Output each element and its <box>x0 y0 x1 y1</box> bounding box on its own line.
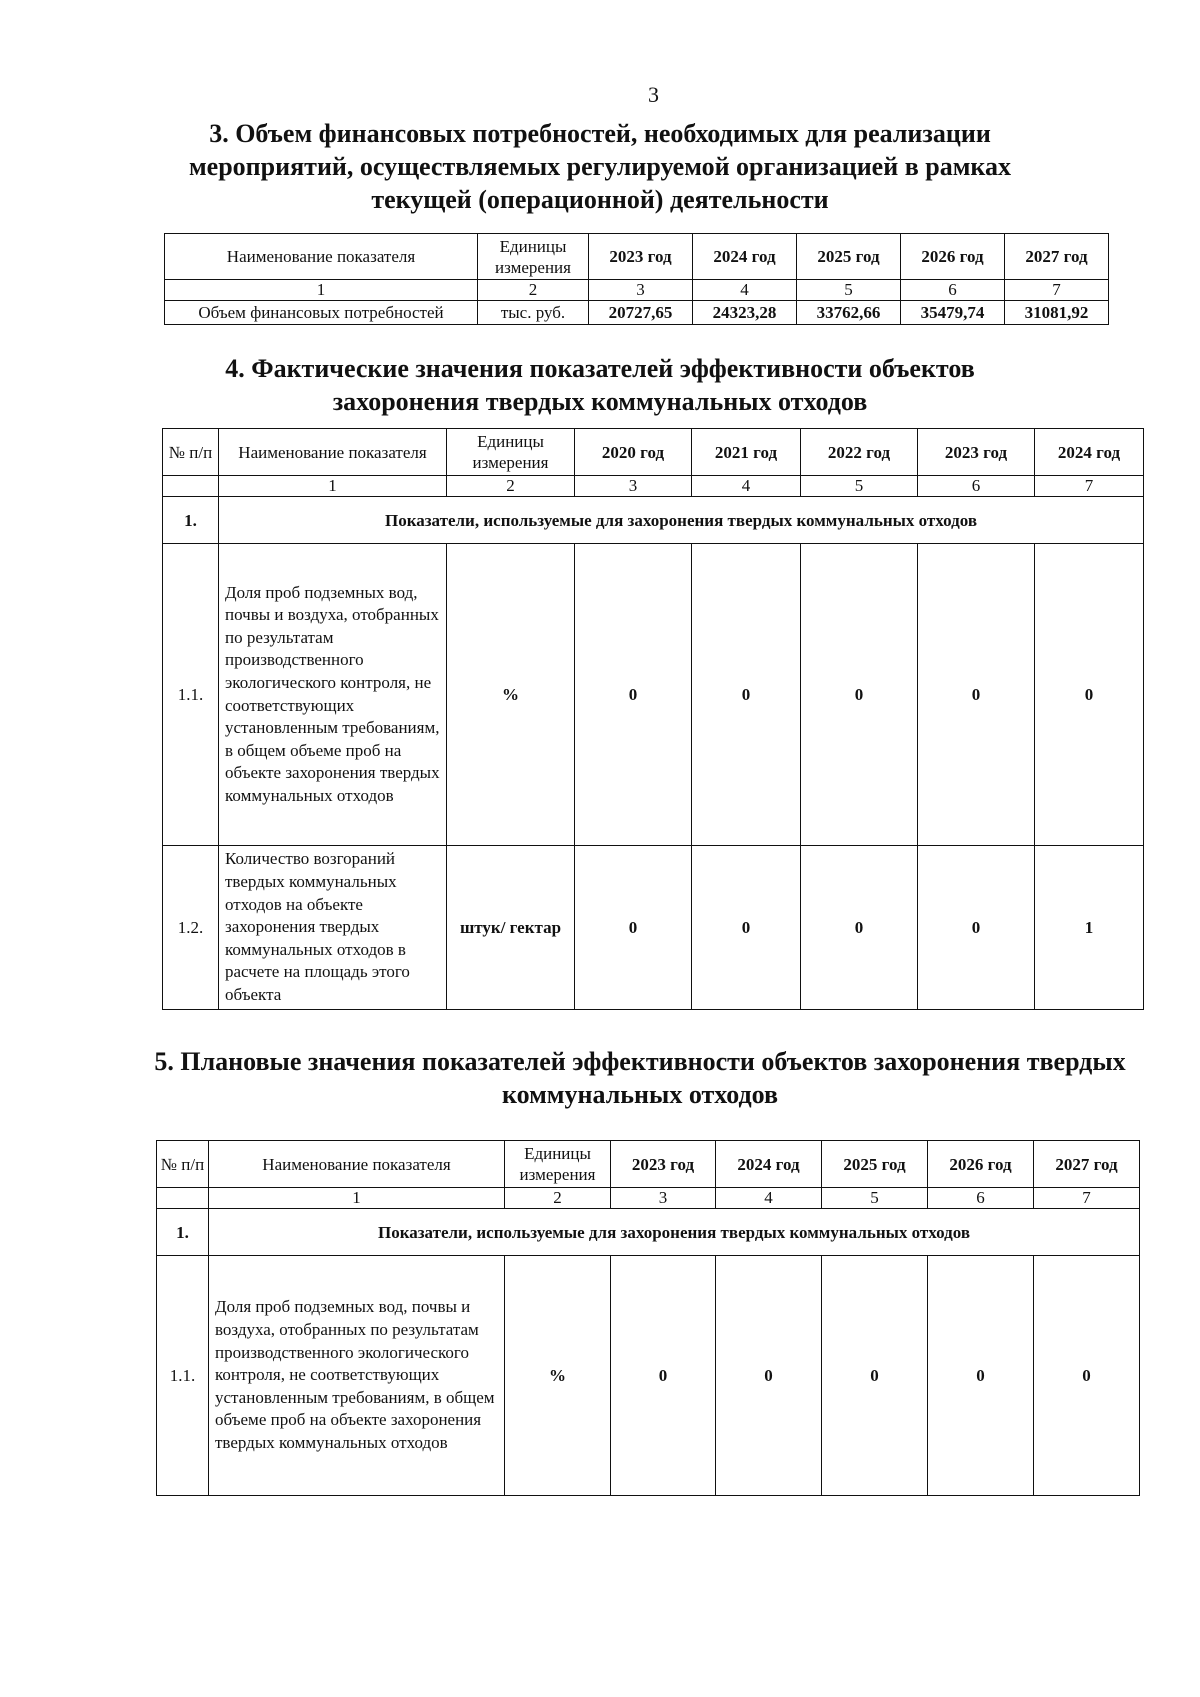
row-number: 1.1. <box>157 1256 209 1496</box>
column-number: 3 <box>589 280 693 301</box>
indicator-name: Количество возгораний твердых коммунальных отходов на объекте захоронения твердых коммунальных отходов в расчете на площадь этого объекта <box>219 846 447 1010</box>
value-cell: 33762,66 <box>797 301 901 325</box>
group-label: Показатели, используемые для захоронения твердых коммунальных отходов <box>219 497 1144 544</box>
page-number: 3 <box>648 82 659 107</box>
column-number: 2 <box>505 1188 611 1209</box>
header-cell: 2021 год <box>692 429 801 476</box>
group-row <box>157 1209 1140 1256</box>
indicator-name: Доля проб подземных вод, почвы и воздуха, отобранных по результатам производственного экологического контроля, не соответствующих установленным требованиям, в общем объеме проб на объекте захоронения твердых коммунальных отходов <box>209 1256 505 1496</box>
value-cell: 24323,28 <box>693 301 797 325</box>
section4-title: 4. Фактические значения показателей эффективности объектов захоронения твердых коммунальных отходов <box>225 354 975 416</box>
row-number: 1.1. <box>163 544 219 846</box>
column-number: 4 <box>693 280 797 301</box>
value-cell: 0 <box>692 544 801 846</box>
planned-indicators-table <box>156 1140 1140 1496</box>
header-cell: 2023 год <box>589 234 693 280</box>
value-cell: 0 <box>692 846 801 1010</box>
column-number: 2 <box>478 280 589 301</box>
value-cell: 0 <box>575 846 692 1010</box>
header-cell: № п/п <box>163 429 219 476</box>
column-number: 4 <box>716 1188 822 1209</box>
section3-title: 3. Объем финансовых потребностей, необходимых для реализации мероприятий, осуществляемых регулируемой организацией в рамках текущей (операционной) деятельности <box>188 119 1012 214</box>
value-cell: 0 <box>801 846 918 1010</box>
header-cell: № п/п <box>157 1141 209 1188</box>
indicator-name: Объем финансовых потребностей <box>165 301 478 325</box>
value-cell: 0 <box>928 1256 1034 1496</box>
value-cell: 0 <box>611 1256 716 1496</box>
row-number: 1.2. <box>163 846 219 1010</box>
value-cell: 35479,74 <box>901 301 1005 325</box>
column-number: 1 <box>209 1188 505 1209</box>
column-number: 4 <box>692 476 801 497</box>
header-cell: Наименование показателя <box>219 429 447 476</box>
column-number: 5 <box>801 476 918 497</box>
value-cell: 0 <box>1035 544 1144 846</box>
indicator-unit: % <box>505 1256 611 1496</box>
header-cell: 2023 год <box>918 429 1035 476</box>
header-cell: 2025 год <box>797 234 901 280</box>
value-cell: 0 <box>575 544 692 846</box>
header-cell: 2023 год <box>611 1141 716 1188</box>
header-cell: 2024 год <box>693 234 797 280</box>
header-cell: 2020 год <box>575 429 692 476</box>
actual-indicators-table <box>162 428 1144 1010</box>
value-cell: 0 <box>716 1256 822 1496</box>
column-number: 7 <box>1005 280 1109 301</box>
group-label: Показатели, используемые для захоронения твердых коммунальных отходов <box>209 1209 1140 1256</box>
column-number: 2 <box>447 476 575 497</box>
value-cell: 1 <box>1035 846 1144 1010</box>
header-cell: 2022 год <box>801 429 918 476</box>
value-cell: 0 <box>822 1256 928 1496</box>
value-cell: 0 <box>918 544 1035 846</box>
value-cell: 0 <box>918 846 1035 1010</box>
indicator-unit: тыс. руб. <box>478 301 589 325</box>
header-cell: Единицы измерения <box>478 234 589 280</box>
header-cell: 2027 год <box>1005 234 1109 280</box>
column-number: 5 <box>822 1188 928 1209</box>
financial-needs-table <box>164 233 1109 325</box>
table-row <box>163 544 1144 846</box>
column-number: 3 <box>611 1188 716 1209</box>
header-cell: Наименование показателя <box>209 1141 505 1188</box>
column-number: 3 <box>575 476 692 497</box>
value-cell: 0 <box>1034 1256 1140 1496</box>
indicator-unit: штук/ гектар <box>447 846 575 1010</box>
column-number: 6 <box>918 476 1035 497</box>
header-cell: 2024 год <box>716 1141 822 1188</box>
column-number: 5 <box>797 280 901 301</box>
column-number: 6 <box>928 1188 1034 1209</box>
header-cell: 2026 год <box>928 1141 1034 1188</box>
header-cell: 2024 год <box>1035 429 1144 476</box>
group-row <box>163 497 1144 544</box>
value-cell: 0 <box>801 544 918 846</box>
header-cell: 2026 год <box>901 234 1005 280</box>
header-cell: Единицы измерения <box>447 429 575 476</box>
column-number: 1 <box>219 476 447 497</box>
indicator-unit: % <box>447 544 575 846</box>
column-number: 6 <box>901 280 1005 301</box>
column-number: 7 <box>1035 476 1144 497</box>
column-number: 1 <box>165 280 478 301</box>
indicator-name: Доля проб подземных вод, почвы и воздуха, отобранных по результатам производственного экологического контроля, не соответствующих установленным требованиям, в общем объеме проб на объекте захоронения твердых коммунальных отходов <box>219 544 447 846</box>
table-row <box>157 1256 1140 1496</box>
table-row <box>165 301 1109 325</box>
column-number: 7 <box>1034 1188 1140 1209</box>
header-cell: Единицы измерения <box>505 1141 611 1188</box>
header-cell: 2027 год <box>1034 1141 1140 1188</box>
table-row <box>163 846 1144 1010</box>
header-cell: Наименование показателя <box>165 234 478 280</box>
section5-title: 5. Плановые значения показателей эффективности объектов захоронения твердых коммунальных отходов <box>154 1047 1126 1109</box>
header-cell: 2025 год <box>822 1141 928 1188</box>
value-cell: 31081,92 <box>1005 301 1109 325</box>
group-number: 1. <box>163 497 219 544</box>
value-cell: 20727,65 <box>589 301 693 325</box>
group-number: 1. <box>157 1209 209 1256</box>
